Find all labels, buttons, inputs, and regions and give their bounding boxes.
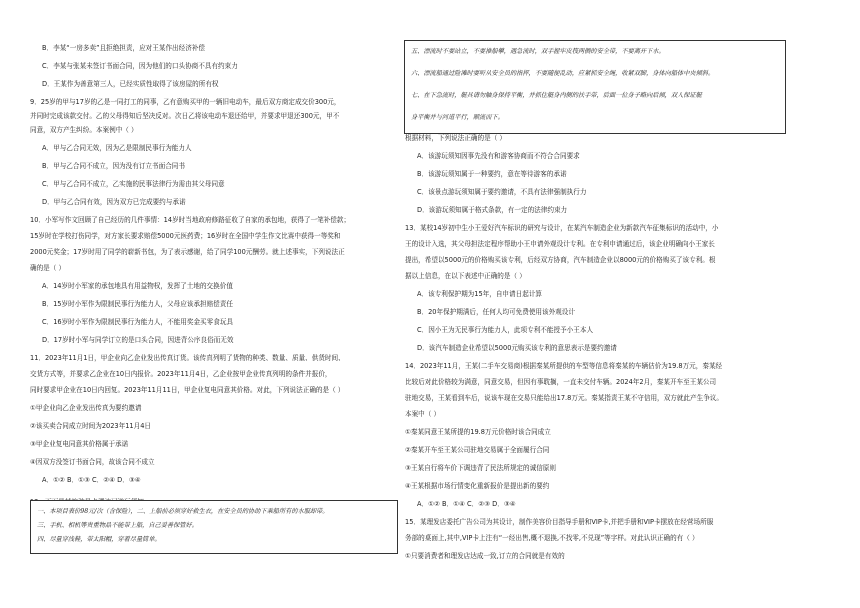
right-column-line: 比较后对此价格较为满意，同意交易，但因有事耽搁，一直未交付车辆。2024年2月，秦某开车至王某公司 [405, 378, 717, 386]
rule-line: 三、手机、相机等贵重物品不能带上船，自己妥善保管好。 [37, 522, 198, 529]
right-column-line: 驻地交易，王某看到车后，说该车现在交易只能给出17.8万元。秦某指责王某不守信用，双方就此产生争议。 [405, 394, 723, 402]
left-column-line: B．甲与乙合同不成立，因为没有订立书面合同书 [42, 162, 185, 170]
left-column-line: C．16岁时小军作为限制民事行为能力人，不能用奖金买零食玩具 [42, 318, 234, 326]
right-column-line: A．该游玩须知因事先没有和游客协商而不符合合同要求 [417, 152, 580, 160]
rule-line: 一、本项目表价98元/次（含保险），二、上船前必须穿好救生衣，在安全员的协助下乘船所有的水服却带。 [37, 508, 329, 515]
left-column-line: A．①② B．①③ C．②④ D．③④ [42, 476, 141, 484]
right-column-line: ③王某自行将车价下调违背了民法所规定的诚信原则 [405, 464, 556, 472]
left-column-line: C．李某与张某未签订书面合同，因为他们的口头协商不具有约束力 [42, 62, 238, 70]
left-column-line: A．14岁时小军家的承包地具有用益物权，发挥了土地的交换价值 [42, 282, 233, 290]
right-column-line: ④王某根据市场行情变化重新报价是提出新的要约 [405, 482, 550, 490]
left-column-line: 9．25岁的甲与17岁的乙是一同打工的同事，乙有意购买甲的一辆旧电动车，最后双方商定成交价300元， [30, 98, 341, 106]
left-column-line: ①甲企业向乙企业发出传真为要约邀请 [30, 404, 142, 412]
left-column-line: 15岁时在学校打伤同学，对方家长要求赔偿5000元医药费；16岁时在全国中学生作文比赛中获得一等奖和 [30, 232, 341, 240]
left-column-line: 确的是（ ） [30, 264, 66, 272]
rule-line: 七、在下急流时，艇具请勿触身保持平衡，并抓住艇身内侧的扶手带，后面一位身子略向后倾，双人保证艇 [411, 92, 702, 99]
left-column-line: D．王某作为善意第三人，已经实质性取得了该房屋的所有权 [42, 80, 219, 88]
right-column-line: 15．某理发店委托广告公司为其设计，制作美容价目指导手册和VIP卡,并把手册和VIP卡摆放在经营场所服 [405, 518, 714, 526]
rule-line: 六、漂流船通过险滩时要听从安全员的指挥，不要随便乱动，应紧抓安全绳，收紧双脚，身体向船体中央倾斜。 [411, 70, 715, 77]
left-column-line: B．15岁时小军作为限制民事行为能力人，父母应该承担赔偿责任 [42, 300, 233, 308]
right-column-line: 据以上信息，在以下表述中正确的是（ ） [405, 272, 526, 280]
right-column-line: A．①② B．①④ C．②③ D．③④ [417, 500, 516, 508]
right-column-line: C．因小王为无民事行为能力人，此项专利不能授予小王本人 [417, 326, 594, 334]
right-column-line: A．该专利保护期为15年，自申请日起计算 [417, 290, 542, 298]
left-column-line: D．甲与乙合同有效，因为双方已完成要约与承诺 [42, 198, 186, 206]
right-column-line: 本案中（ ） [405, 410, 441, 418]
rule-line: 身平衡并与河道平行，顺流而下。 [411, 114, 504, 121]
left-column-line: 同意，双方产生纠纷。本案例中（ ） [30, 126, 138, 134]
right-column-line: 13．某校14岁初中生小王爱好汽车标识的研究与设计，在某汽车制造企业为新款汽车征集标识的活动中，小 [405, 224, 719, 232]
right-column-line: 提出，希望以5000元的价格购买该专利，后经双方协商，汽车制造企业以8000元的价格购买了该专利。根 [405, 256, 716, 264]
rule-line: 五、漂流时不要站立，不要推船攀，遇急流时，双手握牢皮筏两侧的安全带，不要离开下水。 [411, 48, 665, 55]
left-column-line: 11．2023年11月1日，甲企业向乙企业发出传真订货。该传真列明了货物的种类、数量、质量、供货时间、 [30, 354, 345, 362]
right-column-line: ①只要消费者和理发店达成一致,订立的合同就是有效的 [405, 552, 565, 560]
right-column-line: B．20年保护期满后，任何人均可免费使用该外观设计 [417, 308, 575, 316]
left-column-line: A．甲与乙合同无效，因为乙是限制民事行为能力人 [42, 144, 192, 152]
left-column-line: 交货方式等，并要求乙企业在10日内报价。2023年11月4日，乙企业按甲企业传真列明的条件并报价， [30, 370, 332, 378]
left-column-line: ②该买卖合同成立时间为2023年11月4日 [30, 422, 151, 430]
right-column-line: C．该景点游玩须知属于要约邀请，不具有法律强制执行力 [417, 188, 587, 196]
rule-line: 四、尽量穿浅鞋，带太阳帽，穿着尽量简单。 [37, 536, 161, 543]
left-column-line: D．17岁时小军与同学订立的是口头合同，因进背公序良俗而无效 [42, 336, 234, 344]
rafting-rules-box-part1 [30, 500, 398, 554]
left-column-line: 同时要求甲企业在10日内回复。2023年11月11日，甲企业复电同意其价格。对此，下列说法正确的是（ ） [30, 386, 345, 394]
left-column-line: C．甲与乙合同不成立，乙实施的民事法律行为需由其父母同意 [42, 180, 225, 188]
right-column-line: D．该汽车制造企业希望以5000元购买该专利的意思表示是要约邀请 [417, 344, 617, 352]
right-column-line: 务部的桌面上,其中,VIP卡上注有“一经出售,概不退换,不找零,不兑现”等字样。对此认识正确的有（ ） [405, 534, 699, 542]
left-column-line: 10．小军写作文回顾了自己经历的几件事情：14岁时当地政府修路征收了自家的承包地，获得了一笔补偿款； [30, 216, 351, 224]
left-column-line: ④因双方没签订书面合同，故该合同不成立 [30, 458, 155, 466]
left-column-line: B．李某“一房多卖”且拒绝担责，应对王某作出经济补偿 [42, 44, 206, 52]
right-column-line: 14．2023年11月，王某(二手车交易商)根据秦某所提供的车型等信息将秦某的车辆估价为19.8万元，秦某经 [405, 362, 723, 370]
left-column-line: 并同时完成该款交付。乙的父母得知后坚决反对。次日乙将该电动车退还给甲，并要求甲退还300元，甲不 [30, 112, 340, 120]
right-column-line: 王的设计入选，其父母担法定程序帮助小王申请外观设计专利。在专利申请通过后，该企业明确向小王家长 [405, 240, 715, 248]
left-column-line: ③甲企业复电同意其价格属于承诺 [30, 440, 129, 448]
right-column-line: D．该游玩须知属于格式条款，有一定的法律约束力 [417, 206, 568, 214]
right-column-line: ②秦某开车至王某公司驻地交易属于全面履行合同 [405, 446, 550, 454]
right-column-line: 根据材料，下列说法正确的是（ ） [405, 134, 507, 142]
rafting-rules-box-part2 [404, 40, 786, 134]
right-column-line: B．该游玩须知属于一种要约，意在等待游客的承诺 [417, 170, 567, 178]
left-column-line: 2000元奖金；17岁时用了同学的崭新书包，为了表示感谢，给了同学100元酬劳。就上述事实，下列说法正 [30, 248, 345, 256]
right-column-line: ①秦某同意王某所提的19.8万元价格时该合同成立 [405, 428, 551, 436]
